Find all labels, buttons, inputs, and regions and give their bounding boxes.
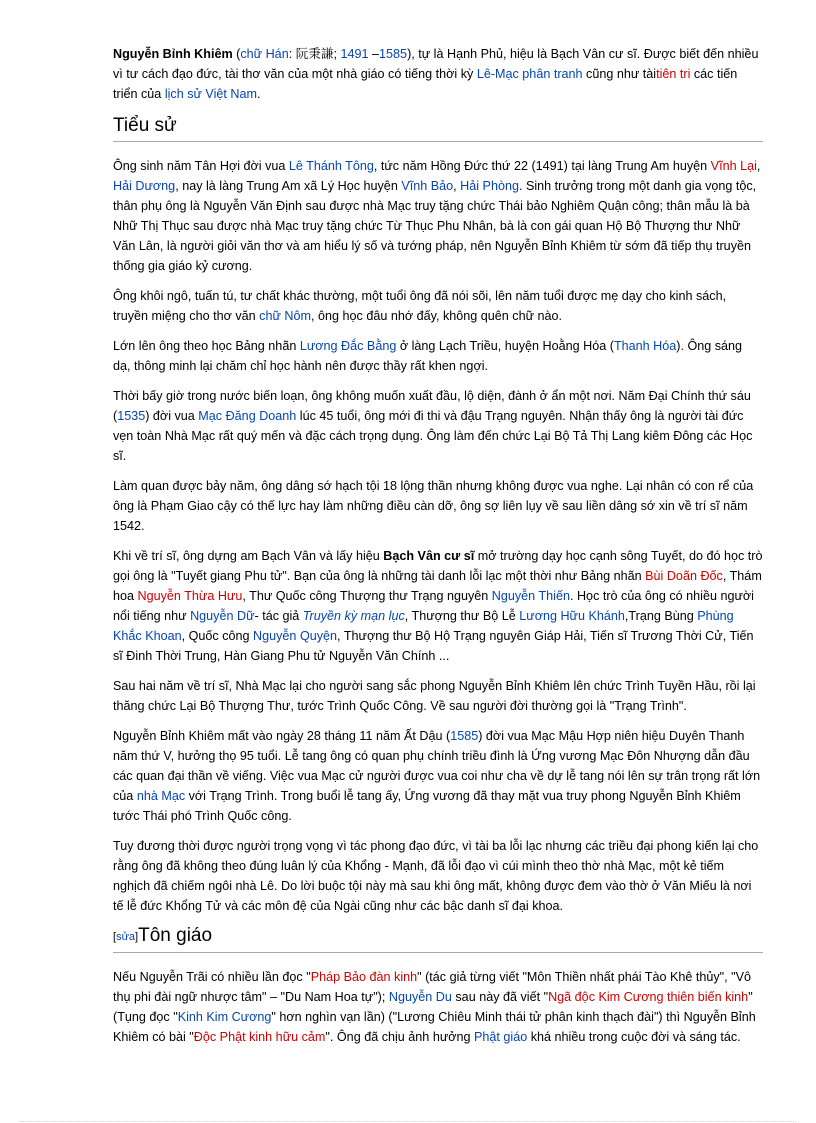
link-nha-mac[interactable]: nhà Mạc [136, 789, 186, 803]
link-nguyen-du[interactable]: Nguyễn Du [388, 990, 452, 1004]
link-phung-khac-khoan[interactable]: Phùng Khắc Khoan [113, 609, 734, 643]
page-bottom-divider [20, 1121, 796, 1122]
link-truyen-ky-man-luc[interactable]: Truyền kỳ mạn lục [302, 609, 405, 623]
link-chu-han[interactable]: chữ Hán [240, 47, 289, 61]
paragraph-childhood: Ông khôi ngô, tuấn tú, tư chất khác thường, một tuổi ông đã nói sõi, lên năm tuổi được mẹ dạy cho kinh sách, truyền miệng cho thơ văn chữ Nôm, ông học đâu nhớ đấy, không quên chữ nào. [113, 289, 727, 323]
link-phat-giao[interactable]: Phật giáo [474, 1030, 528, 1044]
link-1535[interactable]: 1535 [117, 409, 146, 423]
link-nguyen-thien[interactable]: Nguyễn Thiến [491, 589, 570, 603]
paragraph-official-career: Làm quan được bảy năm, ông dâng sớ hạch tội 18 lộng thần nhưng không được vua nghe. Lại nhân có con rể của ông là Phạm Giao cậy có thế lực hay làm những điều càn dỡ, ông sợ liên lụy về sau liền dâng sớ xin về trí sĩ năm 1542. [113, 479, 754, 533]
link-le-thanh-tong[interactable]: Lê Thánh Tông [288, 159, 374, 173]
link-hai-phong[interactable]: Hải Phòng [460, 179, 519, 193]
link-luong-dac-bang[interactable]: Lương Đắc Bằng [299, 339, 397, 353]
paragraph-religion: Nếu Nguyễn Trãi có nhiều lần đọc "Pháp Bảo đàn kinh" (tác giả từng viết "Môn Thiền nhất phái Tào Khê thủy", "Vô thụ phi đài ngữ nhược tâm" – "Du Nam Hoa tự"); Nguyễn Du sau này đã viết "Ngã độc Kim Cương thiên biến kinh" (Tụng đọc "Kinh Kim Cương" hơn nghìn vạn lần) ("Lương Chiêu Minh thái tử phân kinh thạch đài") thì Nguyễn Bỉnh Khiêm có bài "Độc Phật kinh hữu cảm". Ông đã chịu ảnh hưởng Phật giáo khá nhiều trong cuộc đời và sáng tác. [113, 970, 756, 1044]
edit-section-link: [sửa] [113, 931, 139, 943]
section-heading-ton-giao: [sửa]Tôn giáo [113, 924, 763, 953]
intro-paragraph: Nguyễn Bỉnh Khiêm (chữ Hán: 阮秉謙; 1491 –1585), tự là Hạnh Phủ, hiệu là Bạch Vân cư sĩ. Được biết đến nhiều vì tư cách đạo đức, tài thơ văn của một nhà giáo có tiếng thời kỳ Lê-Mạc phân tranh cũng như tàitiên tri các tiến triển của lịch sử Việt Nam. [113, 47, 759, 101]
article-content [113, 44, 763, 1057]
link-1491[interactable]: 1491 [340, 47, 369, 61]
link-tien-tri[interactable]: tiên tri [656, 67, 691, 81]
edit-button[interactable]: sửa [116, 931, 136, 943]
paragraph-birth: Ông sinh năm Tân Hợi đời vua Lê Thánh Tông, tức năm Hồng Đức thứ 22 (1491) tại làng Trung Am huyện Vĩnh Lại, Hải Dương, nay là làng Trung Am xã Lý Học huyện Vĩnh Bảo, Hải Phòng. Sinh trưởng trong một danh gia vọng tộc, thân phụ ông là Nguyễn Văn Định sau được nhà Mạc truy tặng chức Thái bảo Nghiêm Quận công; thân mẫu là bà Nhữ Thị Thục sau được nhà Mạc truy tặng chức Từ Thục Phu Nhân, bà là con gái quan Hộ Bộ Thượng thư Nhữ Văn Lân, là người giỏi văn thơ và am hiểu lý số và tướng pháp, nên Nguyễn Bỉnh Khiêm từ sớm đã tiếp thụ truyền thống gia giáo kỷ cương. [113, 159, 761, 273]
link-lich-su-viet-nam[interactable]: lịch sử Việt Nam [164, 87, 257, 101]
link-bui-doan-doc[interactable]: Bùi Doãn Đốc [645, 569, 723, 583]
link-hai-duong[interactable]: Hải Dương [113, 179, 176, 193]
link-1585[interactable]: 1585 [379, 47, 408, 61]
paragraph-death: Nguyễn Bỉnh Khiêm mất vào ngày 28 tháng 11 năm Ất Dậu (1585) đời vua Mạc Mậu Hợp niên hiệu Duyên Thanh năm thứ V, hưởng thọ 95 tuổi. Lễ tang ông có quan phụ chính triều đình là Ứng vương Mạc Đôn Nhượng dẫn đầu các quan đại thần về viếng. Việc vua Mạc cử người được vua coi như cha về dự lễ tang nói lên sự trân trọng rất lớn của nhà Mạc với Trạng Trình. Trong buổi lễ tang ấy, Ứng vương đã thay mặt vua truy phong Nguyễn Bỉnh Khiêm tước Thái phó Trình Quốc công. [113, 729, 761, 823]
link-chu-nom[interactable]: chữ Nôm [259, 309, 311, 323]
link-vinh-lai[interactable]: Vĩnh Lại [710, 159, 757, 173]
link-thanh-hoa[interactable]: Thanh Hóa [613, 339, 677, 353]
section-heading-tieu-su: Tiểu sử [113, 114, 763, 142]
link-doc-phat-kinh-huu-cam[interactable]: Độc Phật kinh hữu cảm [193, 1030, 326, 1044]
link-vinh-bao[interactable]: Vĩnh Bảo [401, 179, 454, 193]
paragraph-legacy: Tuy đương thời được người trọng vọng vì tác phong đạo đức, vì tài ba lỗi lạc nhưng các triều đại phong kiến lại cho rằng ông đã không theo đúng luân lý của Khổng - Mạnh, đã lỗi đạo vì cúi mình theo thờ nhà Mạc, một kẻ tiếm nghịch đã chiếm ngôi nhà Lê. Do lời buộc tội này mà sau khi ông mất, không được đem vào thờ ở Văn Miếu là nơi tế lễ đức Khổng Tử và các môn đệ của Ngài cũng như các bậc danh sĩ đại khoa. [113, 839, 759, 913]
article-subject: Nguyễn Bỉnh Khiêm [113, 47, 233, 61]
link-mac-dang-doanh[interactable]: Mạc Đăng Doanh [198, 409, 297, 423]
link-nguyen-thua-huu[interactable]: Nguyễn Thừa Hưu [137, 589, 243, 603]
link-nguyen-du-author[interactable]: Nguyễn Dữ [190, 609, 255, 623]
paragraph-exam: Thời bấy giờ trong nước biến loạn, ông không muốn xuất đầu, lộ diện, đành ở ẩn một nơi. Năm Đại Chính thứ sáu (1535) đời vua Mạc Đăng Doanh lúc 45 tuổi, ông mới đi thi và đậu Trạng nguyên. Nhận thấy ông là người tài đức vẹn toàn Nhà Mạc rất quý mến và đặc cách trọng dụng. Ông làm đến chức Lại Bộ Tả Thị Lang kiêm Đông các Học sĩ. [113, 389, 753, 463]
link-phap-bao-dan-kinh[interactable]: Pháp Bảo đàn kinh [310, 970, 418, 984]
link-1585-death[interactable]: 1585 [450, 729, 479, 743]
paragraph-retirement: Khi về trí sĩ, ông dựng am Bạch Vân và lấy hiệu Bạch Vân cư sĩ mở trường dạy học cạnh sông Tuyết, do đó học trò gọi ông là "Tuyết giang Phu tử". Bạn của ông là những tài danh lỗi lạc một thời như Bảng nhãn Bùi Doãn Đốc, Thám hoa Nguyễn Thừa Hưu, Thư Quốc công Thượng thư Trạng nguyên Nguyễn Thiến. Học trò của ông có nhiều người nổi tiếng như Nguyễn Dữ- tác giả Truyền kỳ mạn lục, Thượng thư Bộ Lễ Lương Hữu Khánh,Trạng Bùng Phùng Khắc Khoan, Quốc công Nguyễn Quyện, Thượng thư Bộ Hộ Trạng nguyên Giáp Hải, Tiến sĩ Trương Thời Cử, Tiến sĩ Đinh Thời Trung, Hàn Giang Phu tử Nguyễn Văn Chính ... [113, 549, 763, 663]
paragraph-education: Lớn lên ông theo học Bảng nhãn Lương Đắc Bằng ở làng Lạch Triều, huyện Hoằng Hóa (Thanh Hóa). Ông sáng dạ, thông minh lại chăm chỉ học hành nên được thầy rất khen ngợi. [113, 339, 743, 373]
link-nguyen-quyen[interactable]: Nguyễn Quyện [253, 629, 338, 643]
link-kinh-kim-cuong[interactable]: Kinh Kim Cương [177, 1010, 272, 1024]
link-luong-huu-khanh[interactable]: Lương Hữu Khánh [519, 609, 625, 623]
link-le-mac-phan-tranh[interactable]: Lê-Mạc phân tranh [476, 67, 583, 81]
bold-bach-van-cu-si: Bạch Vân cư sĩ [383, 549, 475, 563]
paragraph-titles: Sau hai năm về trí sĩ, Nhà Mạc lại cho người sang sắc phong Nguyễn Bỉnh Khiêm lên chức Trình Tuyền Hầu, rồi lại thăng chức Lại Bộ Thượng Thư, tước Trình Quốc Công. Về sau người đời thường gọi là "Trạng Trình". [113, 679, 756, 713]
link-nga-doc-kim-cuong[interactable]: Ngã độc Kim Cương thiên biến kinh [548, 990, 749, 1004]
